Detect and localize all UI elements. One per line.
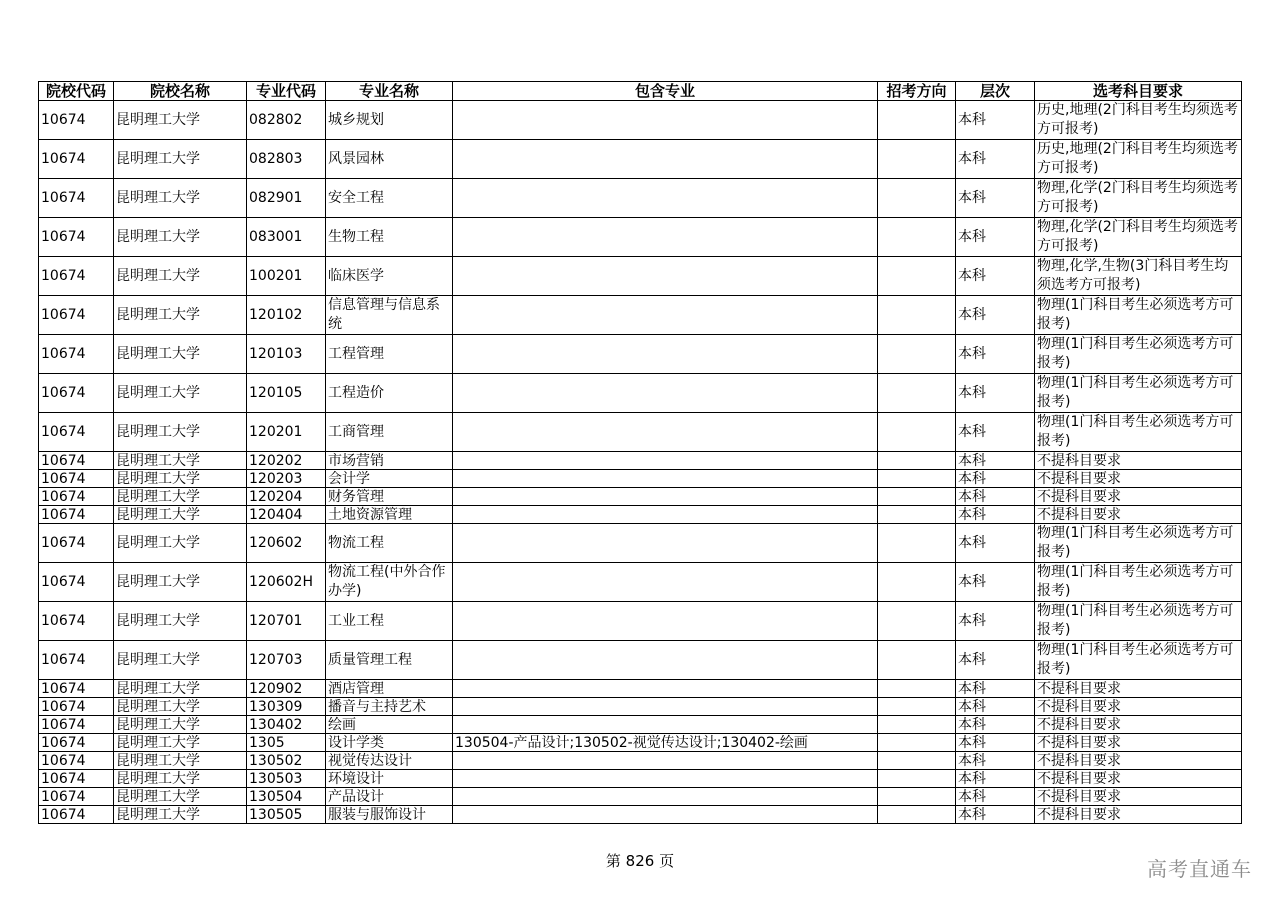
admissions-table (38, 81, 1242, 824)
table-header-row (39, 82, 1242, 101)
cell-subject-requirement: 物理(1门科目考生必须选考方可报考) (1035, 296, 1242, 335)
cell-level: 本科 (956, 140, 1035, 179)
cell-school-name: 昆明理工大学 (114, 218, 247, 257)
cell-major-name: 会计学 (326, 470, 453, 488)
cell-school-code: 10674 (39, 680, 114, 698)
cell-included-majors (453, 374, 878, 413)
table-row (39, 734, 1242, 752)
table-row (39, 257, 1242, 296)
cell-school-code: 10674 (39, 179, 114, 218)
cell-direction (878, 641, 956, 680)
cell-school-name: 昆明理工大学 (114, 452, 247, 470)
table-row (39, 470, 1242, 488)
cell-included-majors (453, 752, 878, 770)
cell-included-majors (453, 470, 878, 488)
cell-included-majors (453, 452, 878, 470)
cell-school-name: 昆明理工大学 (114, 716, 247, 734)
cell-level: 本科 (956, 524, 1035, 563)
cell-school-code: 10674 (39, 641, 114, 680)
table-row (39, 788, 1242, 806)
cell-school-code: 10674 (39, 788, 114, 806)
cell-major-code: 120203 (247, 470, 326, 488)
cell-school-name: 昆明理工大学 (114, 413, 247, 452)
cell-major-name: 安全工程 (326, 179, 453, 218)
cell-major-code: 120202 (247, 452, 326, 470)
cell-direction (878, 716, 956, 734)
cell-direction (878, 413, 956, 452)
cell-direction (878, 374, 956, 413)
cell-major-code: 082901 (247, 179, 326, 218)
cell-included-majors (453, 413, 878, 452)
cell-major-name: 物流工程(中外合作办学) (326, 563, 453, 602)
cell-level: 本科 (956, 716, 1035, 734)
cell-direction (878, 524, 956, 563)
cell-included-majors (453, 602, 878, 641)
cell-level: 本科 (956, 680, 1035, 698)
cell-level: 本科 (956, 788, 1035, 806)
cell-direction (878, 218, 956, 257)
cell-major-code: 120602H (247, 563, 326, 602)
cell-school-name: 昆明理工大学 (114, 698, 247, 716)
cell-major-code: 130502 (247, 752, 326, 770)
cell-school-name: 昆明理工大学 (114, 506, 247, 524)
cell-major-name: 风景园林 (326, 140, 453, 179)
cell-level: 本科 (956, 413, 1035, 452)
cell-subject-requirement: 不提科目要求 (1035, 716, 1242, 734)
cell-included-majors: 130504-产品设计;130502-视觉传达设计;130402-绘画 (453, 734, 878, 752)
cell-subject-requirement: 物理(1门科目考生必须选考方可报考) (1035, 641, 1242, 680)
cell-included-majors (453, 257, 878, 296)
cell-direction (878, 680, 956, 698)
cell-subject-requirement: 不提科目要求 (1035, 806, 1242, 824)
table-row (39, 335, 1242, 374)
cell-school-name: 昆明理工大学 (114, 257, 247, 296)
cell-major-code: 130504 (247, 788, 326, 806)
cell-school-code: 10674 (39, 506, 114, 524)
cell-subject-requirement: 物理(1门科目考生必须选考方可报考) (1035, 602, 1242, 641)
cell-level: 本科 (956, 641, 1035, 680)
cell-included-majors (453, 716, 878, 734)
cell-included-majors (453, 788, 878, 806)
cell-major-name: 设计学类 (326, 734, 453, 752)
cell-direction (878, 698, 956, 716)
cell-major-code: 120204 (247, 488, 326, 506)
cell-school-name: 昆明理工大学 (114, 752, 247, 770)
cell-school-name: 昆明理工大学 (114, 470, 247, 488)
table-body (39, 101, 1242, 824)
cell-level: 本科 (956, 257, 1035, 296)
cell-subject-requirement: 物理(1门科目考生必须选考方可报考) (1035, 524, 1242, 563)
cell-subject-requirement: 不提科目要求 (1035, 506, 1242, 524)
cell-level: 本科 (956, 806, 1035, 824)
cell-school-code: 10674 (39, 752, 114, 770)
cell-direction (878, 488, 956, 506)
cell-school-name: 昆明理工大学 (114, 563, 247, 602)
cell-direction (878, 257, 956, 296)
cell-included-majors (453, 524, 878, 563)
cell-school-code: 10674 (39, 335, 114, 374)
cell-direction (878, 563, 956, 602)
header-level: 层次 (956, 82, 1035, 101)
cell-subject-requirement: 不提科目要求 (1035, 452, 1242, 470)
cell-level: 本科 (956, 563, 1035, 602)
header-subject-requirement: 选考科目要求 (1035, 82, 1242, 101)
watermark: 高考直通车 (1147, 857, 1252, 881)
table-row (39, 524, 1242, 563)
cell-school-code: 10674 (39, 374, 114, 413)
cell-major-code: 130402 (247, 716, 326, 734)
cell-major-code: 120902 (247, 680, 326, 698)
cell-school-name: 昆明理工大学 (114, 770, 247, 788)
cell-school-code: 10674 (39, 296, 114, 335)
cell-subject-requirement: 历史,地理(2门科目考生均须选考方可报考) (1035, 101, 1242, 140)
cell-school-name: 昆明理工大学 (114, 374, 247, 413)
cell-level: 本科 (956, 698, 1035, 716)
cell-school-name: 昆明理工大学 (114, 806, 247, 824)
cell-direction (878, 335, 956, 374)
cell-major-code: 082803 (247, 140, 326, 179)
cell-school-name: 昆明理工大学 (114, 179, 247, 218)
cell-major-name: 工商管理 (326, 413, 453, 452)
cell-included-majors (453, 680, 878, 698)
cell-major-name: 视觉传达设计 (326, 752, 453, 770)
cell-major-name: 信息管理与信息系统 (326, 296, 453, 335)
cell-subject-requirement: 不提科目要求 (1035, 488, 1242, 506)
cell-level: 本科 (956, 218, 1035, 257)
cell-major-code: 130505 (247, 806, 326, 824)
table-row (39, 296, 1242, 335)
cell-direction (878, 806, 956, 824)
cell-major-name: 工程管理 (326, 335, 453, 374)
cell-school-name: 昆明理工大学 (114, 602, 247, 641)
cell-subject-requirement: 不提科目要求 (1035, 770, 1242, 788)
cell-subject-requirement: 物理(1门科目考生必须选考方可报考) (1035, 374, 1242, 413)
cell-direction (878, 140, 956, 179)
cell-major-code: 120201 (247, 413, 326, 452)
cell-subject-requirement: 不提科目要求 (1035, 788, 1242, 806)
cell-school-code: 10674 (39, 101, 114, 140)
header-included-majors: 包含专业 (453, 82, 878, 101)
cell-major-name: 财务管理 (326, 488, 453, 506)
cell-included-majors (453, 806, 878, 824)
cell-school-code: 10674 (39, 602, 114, 641)
cell-direction (878, 101, 956, 140)
cell-major-code: 100201 (247, 257, 326, 296)
header-school-code: 院校代码 (39, 82, 114, 101)
cell-major-name: 环境设计 (326, 770, 453, 788)
cell-level: 本科 (956, 752, 1035, 770)
cell-included-majors (453, 335, 878, 374)
table-row (39, 452, 1242, 470)
cell-school-name: 昆明理工大学 (114, 524, 247, 563)
cell-level: 本科 (956, 488, 1035, 506)
table-row (39, 698, 1242, 716)
cell-level: 本科 (956, 770, 1035, 788)
cell-school-name: 昆明理工大学 (114, 680, 247, 698)
cell-level: 本科 (956, 101, 1035, 140)
cell-major-name: 绘画 (326, 716, 453, 734)
cell-school-code: 10674 (39, 470, 114, 488)
table-row (39, 101, 1242, 140)
cell-direction (878, 470, 956, 488)
cell-subject-requirement: 不提科目要求 (1035, 680, 1242, 698)
cell-direction (878, 788, 956, 806)
cell-major-code: 120602 (247, 524, 326, 563)
cell-major-name: 土地资源管理 (326, 506, 453, 524)
cell-major-name: 生物工程 (326, 218, 453, 257)
cell-major-name: 城乡规划 (326, 101, 453, 140)
cell-school-code: 10674 (39, 524, 114, 563)
cell-major-name: 产品设计 (326, 788, 453, 806)
cell-included-majors (453, 506, 878, 524)
cell-major-code: 1305 (247, 734, 326, 752)
cell-major-code: 120703 (247, 641, 326, 680)
table-row (39, 806, 1242, 824)
header-school-name: 院校名称 (114, 82, 247, 101)
cell-included-majors (453, 488, 878, 506)
cell-subject-requirement: 物理,化学,生物(3门科目考生均须选考方可报考) (1035, 257, 1242, 296)
cell-school-code: 10674 (39, 218, 114, 257)
cell-direction (878, 179, 956, 218)
cell-school-code: 10674 (39, 140, 114, 179)
cell-school-code: 10674 (39, 806, 114, 824)
table-row (39, 752, 1242, 770)
cell-subject-requirement: 不提科目要求 (1035, 752, 1242, 770)
cell-school-code: 10674 (39, 563, 114, 602)
cell-major-name: 工业工程 (326, 602, 453, 641)
cell-level: 本科 (956, 470, 1035, 488)
table-row (39, 602, 1242, 641)
cell-subject-requirement: 不提科目要求 (1035, 470, 1242, 488)
cell-school-name: 昆明理工大学 (114, 488, 247, 506)
cell-included-majors (453, 698, 878, 716)
table-row (39, 413, 1242, 452)
table-row (39, 218, 1242, 257)
cell-subject-requirement: 不提科目要求 (1035, 698, 1242, 716)
cell-subject-requirement: 物理(1门科目考生必须选考方可报考) (1035, 413, 1242, 452)
cell-included-majors (453, 641, 878, 680)
cell-level: 本科 (956, 734, 1035, 752)
cell-included-majors (453, 296, 878, 335)
cell-school-code: 10674 (39, 257, 114, 296)
cell-school-name: 昆明理工大学 (114, 335, 247, 374)
cell-direction (878, 296, 956, 335)
cell-major-name: 播音与主持艺术 (326, 698, 453, 716)
cell-school-code: 10674 (39, 452, 114, 470)
cell-subject-requirement: 物理(1门科目考生必须选考方可报考) (1035, 335, 1242, 374)
cell-major-name: 服装与服饰设计 (326, 806, 453, 824)
table-row (39, 179, 1242, 218)
cell-major-code: 130309 (247, 698, 326, 716)
cell-school-name: 昆明理工大学 (114, 101, 247, 140)
table-row (39, 563, 1242, 602)
cell-direction (878, 452, 956, 470)
table-row (39, 488, 1242, 506)
cell-major-name: 质量管理工程 (326, 641, 453, 680)
cell-school-code: 10674 (39, 413, 114, 452)
cell-direction (878, 752, 956, 770)
header-major-code: 专业代码 (247, 82, 326, 101)
cell-school-code: 10674 (39, 734, 114, 752)
header-major-name: 专业名称 (326, 82, 453, 101)
cell-direction (878, 602, 956, 641)
cell-level: 本科 (956, 374, 1035, 413)
table-row (39, 770, 1242, 788)
cell-subject-requirement: 物理(1门科目考生必须选考方可报考) (1035, 563, 1242, 602)
cell-included-majors (453, 563, 878, 602)
cell-major-code: 120103 (247, 335, 326, 374)
cell-included-majors (453, 101, 878, 140)
table-row (39, 506, 1242, 524)
cell-level: 本科 (956, 452, 1035, 470)
cell-direction (878, 734, 956, 752)
cell-included-majors (453, 179, 878, 218)
cell-major-code: 120404 (247, 506, 326, 524)
cell-subject-requirement: 不提科目要求 (1035, 734, 1242, 752)
cell-direction (878, 506, 956, 524)
cell-direction (878, 770, 956, 788)
cell-level: 本科 (956, 296, 1035, 335)
cell-school-name: 昆明理工大学 (114, 641, 247, 680)
cell-level: 本科 (956, 179, 1035, 218)
cell-school-name: 昆明理工大学 (114, 140, 247, 179)
cell-major-name: 工程造价 (326, 374, 453, 413)
cell-level: 本科 (956, 602, 1035, 641)
cell-school-code: 10674 (39, 698, 114, 716)
cell-major-name: 临床医学 (326, 257, 453, 296)
cell-major-code: 082802 (247, 101, 326, 140)
cell-major-code: 120701 (247, 602, 326, 641)
cell-level: 本科 (956, 335, 1035, 374)
cell-major-code: 120105 (247, 374, 326, 413)
cell-major-code: 130503 (247, 770, 326, 788)
table-row (39, 680, 1242, 698)
cell-school-name: 昆明理工大学 (114, 296, 247, 335)
header-direction: 招考方向 (878, 82, 956, 101)
cell-major-code: 120102 (247, 296, 326, 335)
cell-school-code: 10674 (39, 770, 114, 788)
cell-major-name: 市场营销 (326, 452, 453, 470)
table-row (39, 716, 1242, 734)
cell-school-name: 昆明理工大学 (114, 788, 247, 806)
cell-level: 本科 (956, 506, 1035, 524)
cell-major-code: 083001 (247, 218, 326, 257)
cell-school-name: 昆明理工大学 (114, 734, 247, 752)
page-number: 第 826 页 (605, 852, 675, 870)
cell-subject-requirement: 物理,化学(2门科目考生均须选考方可报考) (1035, 179, 1242, 218)
cell-subject-requirement: 历史,地理(2门科目考生均须选考方可报考) (1035, 140, 1242, 179)
cell-major-name: 酒店管理 (326, 680, 453, 698)
cell-included-majors (453, 218, 878, 257)
cell-major-name: 物流工程 (326, 524, 453, 563)
cell-included-majors (453, 770, 878, 788)
table-row (39, 140, 1242, 179)
cell-included-majors (453, 140, 878, 179)
cell-school-code: 10674 (39, 716, 114, 734)
table-row (39, 374, 1242, 413)
cell-school-code: 10674 (39, 488, 114, 506)
cell-subject-requirement: 物理,化学(2门科目考生均须选考方可报考) (1035, 218, 1242, 257)
table-row (39, 641, 1242, 680)
